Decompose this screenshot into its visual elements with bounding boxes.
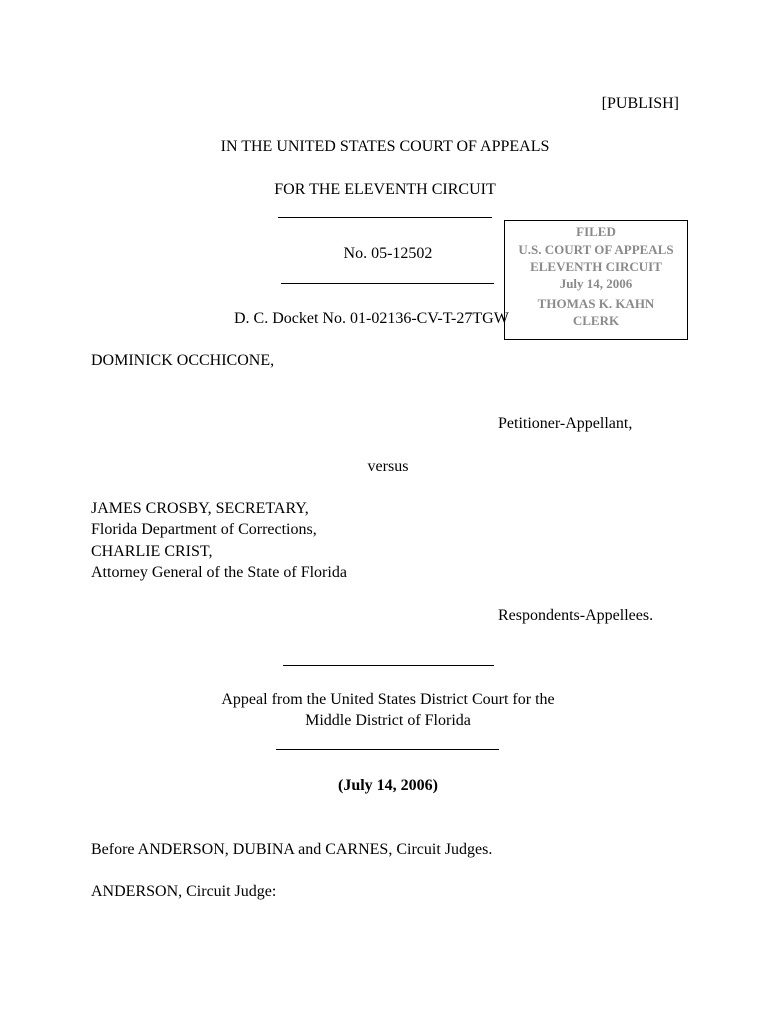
separator-rule — [278, 217, 492, 218]
docket-number: D. C. Docket No. 01-02136-CV-T-27TGW — [234, 310, 509, 327]
stamp-clerk-name: THOMAS K. KAHN — [537, 296, 655, 311]
respondent-line: Florida Department of Corrections, — [91, 521, 317, 538]
stamp-date: July 14, 2006 — [559, 276, 633, 291]
versus-label: versus — [367, 458, 409, 475]
appeal-line-1: Appeal from the United States District Court for the — [221, 691, 555, 708]
stamp-circuit: ELEVENTH CIRCUIT — [530, 259, 662, 274]
publish-tag: [PUBLISH] — [601, 95, 679, 112]
respondent-line: JAMES CROSBY, SECRETARY, — [91, 500, 309, 517]
appeal-line-2: Middle District of Florida — [305, 712, 471, 729]
panel-line: Before ANDERSON, DUBINA and CARNES, Circuit Judges. — [91, 841, 493, 858]
court-title: IN THE UNITED STATES COURT OF APPEALS — [220, 138, 550, 155]
opinion-author: ANDERSON, Circuit Judge: — [91, 883, 277, 900]
respondent-role: Respondents-Appellees. — [498, 607, 654, 624]
separator-rule — [276, 749, 499, 750]
petitioner-role: Petitioner-Appellant, — [498, 415, 633, 432]
petitioner-name: DOMINICK OCCHICONE, — [91, 352, 275, 369]
respondent-line: CHARLIE CRIST, — [91, 543, 213, 560]
separator-rule — [283, 665, 494, 666]
decision-date: (July 14, 2006) — [338, 777, 438, 794]
separator-rule — [281, 283, 494, 284]
stamp-clerk-title: CLERK — [572, 313, 620, 328]
stamp-filed: FILED — [576, 224, 616, 239]
circuit-title: FOR THE ELEVENTH CIRCUIT — [274, 181, 496, 198]
respondent-line: Attorney General of the State of Florida — [91, 564, 347, 581]
filed-stamp — [504, 220, 688, 340]
stamp-court: U.S. COURT OF APPEALS — [518, 242, 674, 257]
case-number: No. 05-12502 — [343, 245, 433, 262]
